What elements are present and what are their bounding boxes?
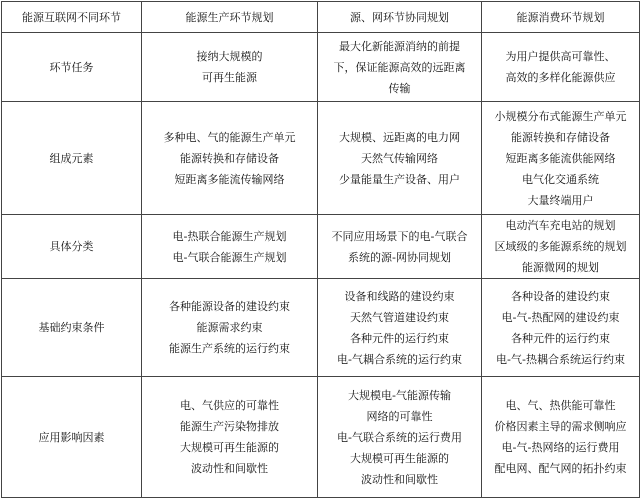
cell-production — [142, 215, 318, 279]
cell-line: 大规模、远距离的电力网 — [339, 130, 460, 144]
cell-line: 设备和线路的建设约束 — [344, 289, 455, 303]
cell-line: 高效的多样化能源供应 — [505, 71, 616, 84]
cell-line: 电-气耦合系统的运行约束 — [337, 352, 462, 366]
cell-line: 电-热联合能源生产规划 — [172, 229, 287, 243]
cell-consumption — [482, 102, 640, 215]
header-source-grid-coordination: 源、网环节协同规划 — [318, 2, 482, 33]
cell-line: 电-气-热网络的运行费用 — [501, 441, 620, 454]
cell-consumption — [482, 279, 640, 377]
cell-line: 各种能源设备的建设约束 — [169, 300, 290, 313]
cell-line: 大规模可再生能源的 — [180, 441, 279, 454]
energy-internet-planning-table — [1, 1, 640, 498]
cell-line: 小规模分布式能源生产单元 — [494, 109, 627, 123]
row-label-classification: 具体分类 — [2, 215, 142, 279]
cell-line: 能源微网的规划 — [522, 261, 599, 274]
cell-line: 大规模可再生能源的 — [350, 451, 449, 465]
cell-line: 各种元件的运行约束 — [350, 331, 449, 345]
cell-coordination — [318, 102, 482, 215]
cell-line: 配电网、配气网的拓扑约束 — [494, 462, 627, 475]
cell-line: 价格因素主导的需求侧响应 — [494, 420, 627, 433]
cell-line: 能源转换和存储设备 — [511, 130, 610, 144]
cell-line: 能源需求约束 — [196, 321, 263, 334]
cell-line: 接纳大规模的 — [196, 50, 263, 63]
cell-coordination — [318, 279, 482, 377]
cell-line: 最大化新能源消纳的前提 — [339, 39, 460, 53]
table-row — [2, 102, 640, 215]
cell-production — [142, 102, 318, 215]
cell-line: 区域级的多能源系统的规划 — [494, 240, 627, 253]
row-label-components: 组成元素 — [2, 102, 142, 215]
cell-line: 短距离多能流供能网络 — [505, 151, 616, 165]
cell-line: 电气化交通系统 — [522, 172, 599, 186]
cell-line: 波动性和间歇性 — [191, 462, 268, 475]
cell-line: 天然气传输网络 — [361, 151, 438, 165]
header-segment: 能源互联网不同环节 — [2, 2, 142, 33]
cell-coordination — [318, 33, 482, 102]
cell-line: 电动汽车充电站的规划 — [505, 219, 616, 232]
cell-line: 各种设备的建设约束 — [511, 289, 610, 303]
cell-consumption — [482, 215, 640, 279]
cell-line: 电-气联合能源生产规划 — [172, 250, 287, 264]
cell-line: 各种元件的运行约束 — [511, 331, 610, 345]
cell-consumption — [482, 377, 640, 498]
cell-production — [142, 33, 318, 102]
cell-line: 电、气供应的可靠性 — [180, 399, 279, 412]
cell-coordination — [318, 215, 482, 279]
cell-line: 大量终端用户 — [527, 193, 594, 207]
planning-table-container — [1, 1, 639, 493]
cell-line: 多种电、气的能源生产单元 — [163, 130, 296, 144]
cell-line: 能源生产污染物排放 — [180, 420, 279, 433]
cell-line: 少量能量生产设备、用户 — [339, 172, 460, 186]
cell-line: 大规模电-气能源传输 — [348, 388, 451, 402]
header-production-planning: 能源生产环节规划 — [142, 2, 318, 33]
row-label-task: 环节任务 — [2, 33, 142, 102]
cell-line: 天然气管道建设约束 — [350, 310, 449, 324]
cell-production — [142, 377, 318, 498]
cell-line: 电-气-热耦合系统运行约束 — [496, 352, 625, 366]
cell-line: 传输 — [388, 81, 411, 95]
row-label-constraints: 基础约束条件 — [2, 279, 142, 377]
cell-line: 波动性和间歇性 — [361, 472, 438, 486]
cell-line: 短距离多能流传输网络 — [174, 172, 285, 186]
cell-line: 系统的源-网协同规划 — [348, 250, 451, 264]
cell-line: 可再生能源 — [202, 71, 257, 84]
cell-line: 下，保证能源高效的远距离 — [333, 60, 466, 74]
table-row — [2, 279, 640, 377]
cell-line: 网络的可靠性 — [366, 409, 433, 423]
cell-line: 不同应用场景下的电-气联合 — [331, 229, 468, 243]
row-label-influencing-factors: 应用影响因素 — [2, 377, 142, 498]
table-row — [2, 215, 640, 279]
table-row — [2, 377, 640, 498]
table-row — [2, 33, 640, 102]
cell-line: 能源生产系统的运行约束 — [169, 342, 290, 355]
cell-consumption — [482, 33, 640, 102]
cell-line: 电-气联合系统的运行费用 — [337, 430, 462, 444]
header-consumption-planning: 能源消费环节规划 — [482, 2, 640, 33]
cell-line: 电、气、热供能可靠性 — [505, 399, 616, 412]
header-row — [2, 2, 640, 33]
cell-line: 为用户提供高可靠性、 — [505, 50, 616, 63]
cell-line: 电-气-热配网的建设约束 — [501, 310, 620, 324]
cell-coordination — [318, 377, 482, 498]
cell-line: 能源转换和存储设备 — [180, 151, 279, 165]
cell-production — [142, 279, 318, 377]
